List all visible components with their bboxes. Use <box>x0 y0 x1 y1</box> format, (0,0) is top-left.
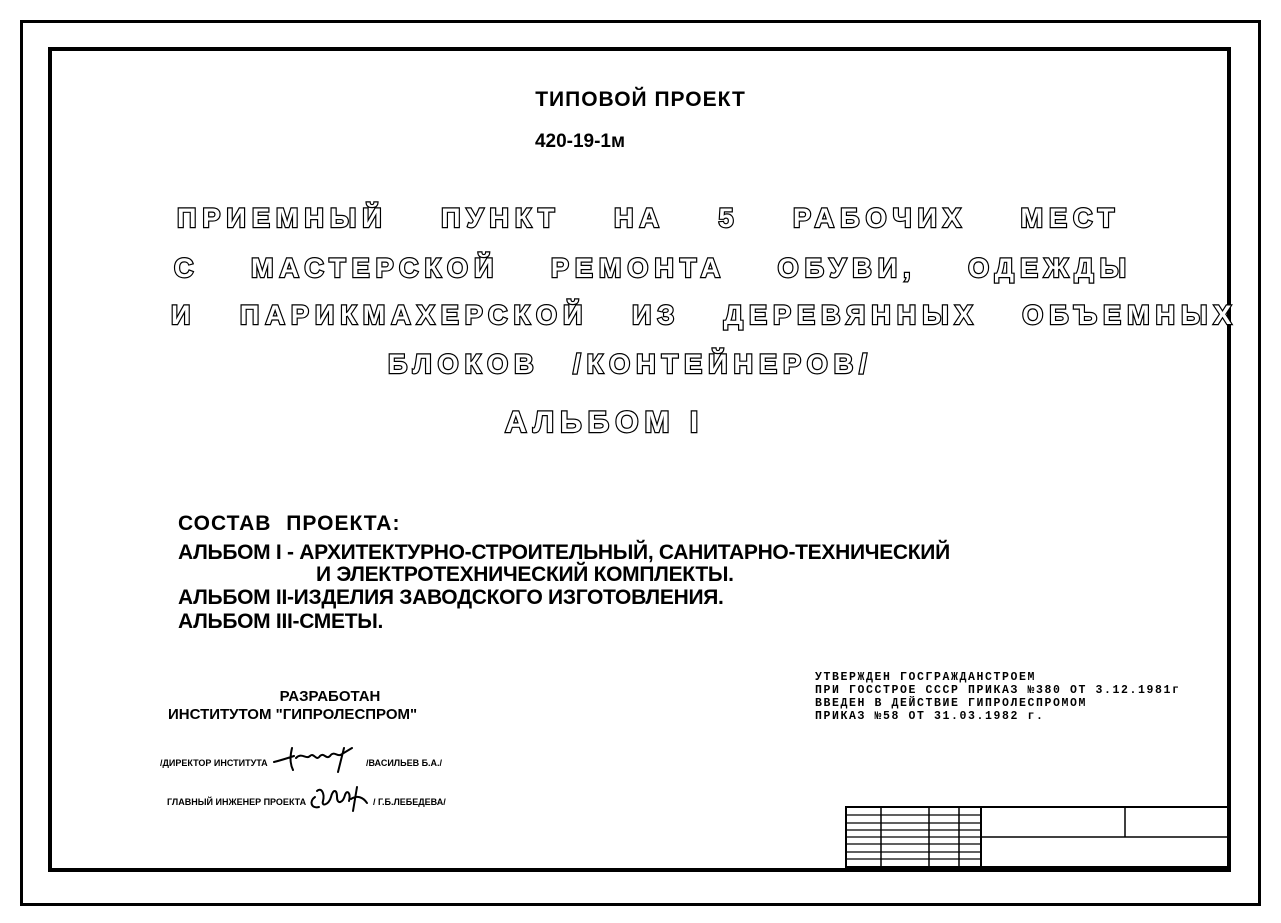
drawing-frame <box>48 47 1231 872</box>
director-name: /ВАСИЛЬЕВ Б.А./ <box>366 758 443 768</box>
chief-engineer-name: / Г.Б.ЛЕБЕДЕВА/ <box>373 797 446 807</box>
series-title: ТИПОВОЙ ПРОЕКТ <box>535 88 746 111</box>
album-label: АЛЬБОМ I <box>505 406 705 439</box>
composition-item-album-3: АЛЬБОМ III-СМЕТЫ. <box>178 610 384 633</box>
composition-heading: СОСТАВ ПРОЕКТА: <box>178 512 401 535</box>
chief-engineer-signature-row <box>167 797 446 807</box>
director-role: /ДИРЕКТОР ИНСТИТУТА <box>160 758 268 768</box>
developer-line-1: РАЗРАБОТАН <box>279 688 381 705</box>
director-signature <box>272 744 356 774</box>
chief-engineer-signature <box>307 783 373 813</box>
approval-line-1: УТВЕРЖДЕН ГОСГРАЖДАНСТРОЕМ <box>815 671 1037 684</box>
project-title-line-2: С МАСТЕРСКОЙ РЕМОНТА ОБУВИ, ОДЕЖДЫ <box>174 253 1133 283</box>
approval-line-3: ВВЕДЕН В ДЕЙСТВИЕ ГИПРОЛЕСПРОМОМ <box>815 697 1088 710</box>
director-signature-row <box>160 758 443 768</box>
composition-item-album-1-continued: И ЭЛЕКТРОТЕХНИЧЕСКИЙ КОМПЛЕКТЫ. <box>316 563 734 586</box>
title-block-stamp <box>845 806 1229 868</box>
project-title-line-1: ПРИЕМНЫЙ ПУНКТ НА 5 РАБОЧИХ МЕСТ <box>177 203 1121 233</box>
composition-item-album-1: АЛЬБОМ I - АРХИТЕКТУРНО-СТРОИТЕЛЬНЫЙ, САНИТАРНО-ТЕХНИЧЕСКИЙ <box>178 541 950 564</box>
project-title-line-4: БЛОКОВ /КОНТЕЙНЕРОВ/ <box>388 349 873 379</box>
chief-engineer-role: ГЛАВНЫЙ ИНЖЕНЕР ПРОЕКТА <box>167 797 307 807</box>
approval-line-2: ПРИ ГОССТРОЕ СССР ПРИКАЗ №380 ОТ 3.12.1981г <box>815 684 1181 697</box>
project-title-line-3: И ПАРИКМАХЕРСКОЙ ИЗ ДЕРЕВЯННЫХ ОБЪЕМНЫХ <box>171 300 1238 330</box>
developer-institute: ИНСТИТУТОМ "ГИПРОЛЕСПРОМ" <box>168 706 418 723</box>
approval-line-4: ПРИКАЗ №58 ОТ 31.03.1982 г. <box>815 710 1045 723</box>
series-number: 420-19-1м <box>534 131 626 152</box>
composition-item-album-2: АЛЬБОМ II-ИЗДЕЛИЯ ЗАВОДСКОГО ИЗГОТОВЛЕНИЯ. <box>178 586 724 609</box>
